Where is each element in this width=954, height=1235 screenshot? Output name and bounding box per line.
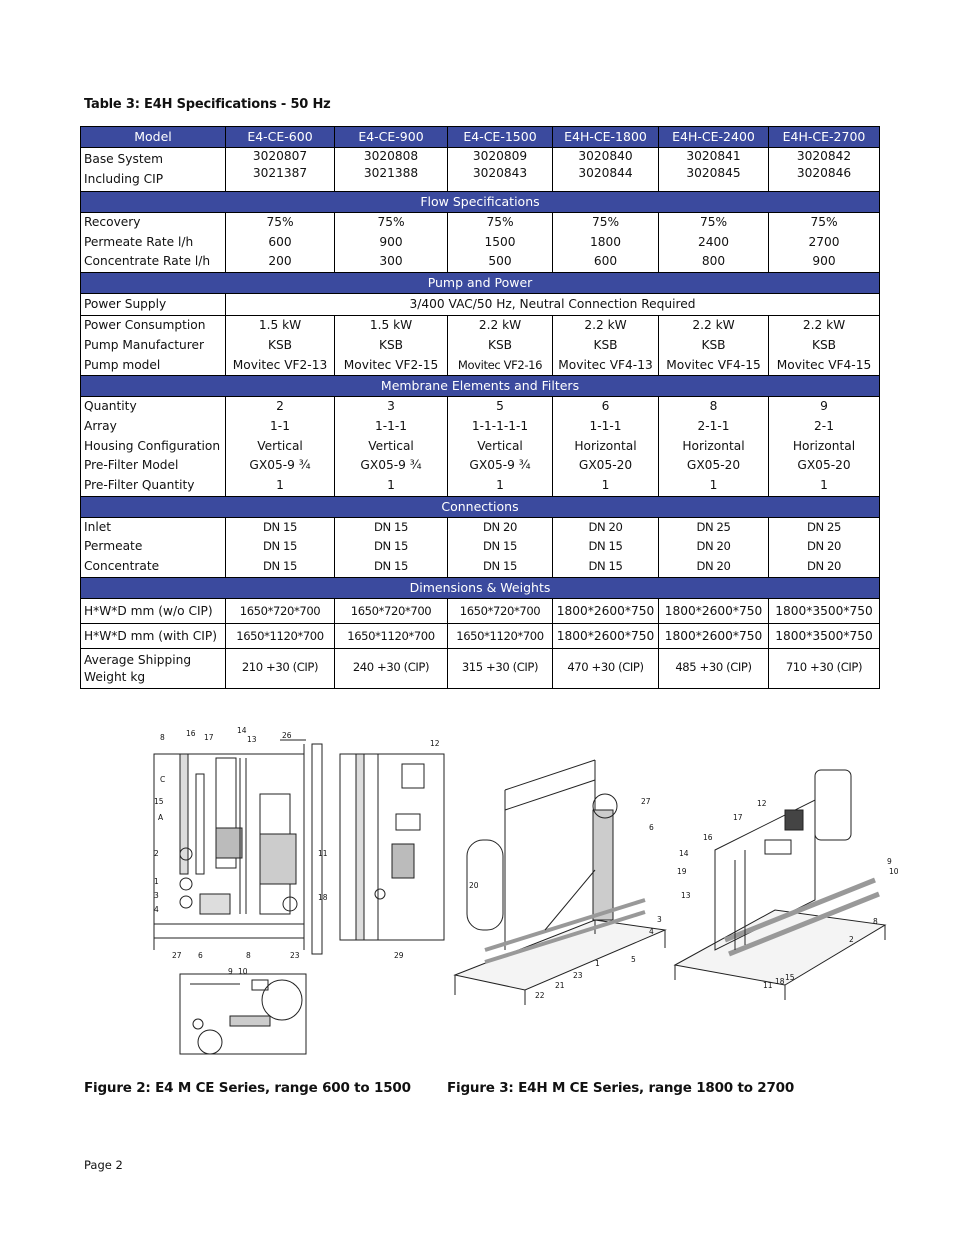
value: 75% [699,215,728,229]
value: 1500 [484,234,516,249]
callout: 15 [154,797,164,806]
label-line: Power Consumption [84,318,206,333]
figure-2-caption: Figure 2: E4 M CE Series, range 600 to 1500 [84,1080,411,1096]
membrane-cell [659,397,769,497]
value: 75% [266,215,294,229]
value: DN 25 [696,519,731,534]
base-cell [553,148,659,192]
weight-row [81,648,880,688]
connection-cell [553,517,659,577]
callout: 23 [573,971,583,980]
value: Movitec VF2-15 [343,357,439,372]
base-cell [769,148,880,192]
dim-cell: 1800*2600*750 [553,623,659,648]
membrane-cell [335,397,448,497]
value: 2700 [808,234,840,249]
callout: 20 [469,881,479,890]
value: KSB [701,337,726,352]
label-line: Pre-Filter Model [84,458,179,473]
value: KSB [378,337,404,352]
callout: 2 [154,849,159,858]
membrane-cell [226,397,335,497]
value: 1.5 kW [258,318,302,333]
label-line: Recovery [84,215,141,229]
power-supply-value: 3/400 VAC/50 Hz, Neutral Connection Required [226,294,880,316]
weight-cell: 240 +30 (CIP) [335,648,448,688]
callout: 16 [186,729,196,738]
membrane-cell [448,397,553,497]
pump-row [81,316,880,376]
model-col: E4-CE-900 [335,127,448,148]
label-line: Pump Manufacturer [84,337,204,352]
label-line: Pre-Filter Quantity [84,478,195,493]
value: 3020846 [796,166,852,180]
value: 3020843 [472,166,528,180]
row-label: Power Supply [81,294,226,316]
connection-cell [769,517,880,577]
row-label [81,397,226,497]
row-label [81,648,226,688]
value: GX05-20 [578,458,633,473]
label-line: Base System [84,152,163,166]
value: Vertical [477,438,523,453]
value: 3020844 [578,166,633,180]
callout: 29 [394,951,404,960]
figure-3-drawing [445,750,905,1010]
value: 3020809 [472,149,528,163]
flow-cell [553,213,659,273]
row-label [81,517,226,577]
value: Movitec VF4-15 [666,357,761,372]
value: 2.2 kW [802,318,846,333]
callout: 12 [757,799,767,808]
value: 2.2 kW [692,318,735,333]
value: 2-1 [814,418,834,433]
label-line: Pump model [84,357,161,372]
membrane-cell [769,397,880,497]
value: Horizontal [682,438,745,453]
value: DN 15 [482,539,518,554]
model-col: E4H-CE-1800 [553,127,659,148]
pump-cell [769,316,880,376]
row-label: H*W*D mm (with CIP) [81,623,226,648]
value: 2400 [697,234,730,249]
value: 5 [496,399,504,414]
value: 2 [276,399,284,414]
value: 900 [379,234,403,249]
value: 2-1-1 [697,418,730,433]
right-skid-frame [675,910,885,985]
value: 2.2 kW [478,318,522,333]
dim-cell: 1800*3500*750 [769,623,880,648]
connection-cell [335,517,448,577]
value: DN 20 [806,559,842,574]
callout: 1 [595,959,600,968]
value: 2.2 kW [584,318,627,333]
callout: 8 [873,917,878,926]
flow-cell [769,213,880,273]
weight-cell: 470 +30 (CIP) [553,648,659,688]
value: 1-1-1-1-1 [471,418,529,433]
value: DN 25 [806,519,842,534]
value: GX05-20 [686,458,741,473]
page-number: Page 2 [84,1158,123,1172]
base-row [81,148,880,192]
label-line: Concentrate Rate l/h [84,254,211,269]
callout: 14 [679,849,689,858]
dim-cell: 1650*720*700 [226,598,335,623]
base-cell [335,148,448,192]
callout: 13 [681,891,691,900]
connection-cell [659,517,769,577]
weight-cell: 210 +30 (CIP) [226,648,335,688]
figure-2-drawing [140,724,460,1064]
base-cell [659,148,769,192]
value: 900 [812,254,836,269]
weight-cell: 710 +30 (CIP) [769,648,880,688]
label-line: Housing Configuration [84,438,221,453]
model-col: E4-CE-600 [226,127,335,148]
label-line: Permeate Rate l/h [84,234,194,249]
value: 3 [387,399,395,414]
section-connections: Connections [81,496,880,517]
label-line: Inlet [84,519,111,534]
value: 200 [268,254,292,269]
callout: 16 [703,833,713,842]
dim-cell: 1800*2600*750 [659,623,769,648]
callout: 18 [318,893,328,902]
section-row [81,496,880,517]
value: GX05-9 ¾ [469,458,531,473]
model-header: Model [81,127,226,148]
spec-table [80,126,880,689]
callout: 3 [657,915,662,924]
membrane-cell [553,397,659,497]
callout: 27 [641,797,651,806]
value: 75% [591,215,620,229]
value: 3020841 [686,149,741,163]
callout: 14 [237,726,247,735]
value: 75% [486,215,514,229]
pump-cell [226,316,335,376]
value: 600 [593,254,618,269]
dim-cell: 1650*1120*700 [335,623,448,648]
value: Movitec VF2-16 [457,357,543,372]
flow-cell [226,213,335,273]
section-row [81,577,880,598]
value: 500 [488,254,512,269]
model-col: E4H-CE-2400 [659,127,769,148]
callout: 21 [555,981,565,990]
connections-row [81,517,880,577]
model-col: E4H-CE-2700 [769,127,880,148]
label-line: Average Shipping [84,652,192,667]
row-label [81,148,226,192]
value: 3021388 [363,166,419,180]
base-cell [226,148,335,192]
value: KSB [593,337,618,352]
value: 75% [377,215,405,229]
hwd-wo-row [81,598,880,623]
callout: 2 [849,935,854,944]
value: 3020842 [796,149,852,163]
value: 1 [820,478,828,493]
value: GX05-9 ¾ [249,458,311,473]
callout: 15 [785,973,795,982]
callout: A [158,813,164,822]
value: 3021387 [252,166,308,180]
callout: 6 [198,951,203,960]
callout: 8 [246,951,251,960]
value: DN 20 [696,539,731,554]
callout: 22 [535,991,545,1000]
callout: 4 [649,927,654,936]
callout: 10 [238,967,248,976]
dim-cell: 1800*3500*750 [769,598,880,623]
callout: 4 [154,905,159,914]
value: 1.5 kW [369,318,413,333]
value: Vertical [257,438,303,453]
value: GX05-9 ¾ [360,458,422,473]
flow-cell [659,213,769,273]
callout: 11 [318,849,328,858]
value: Vertical [368,438,414,453]
table-title: Table 3: E4H Specifications - 50 Hz [84,97,331,112]
callout: 11 [763,981,773,990]
callout: 9 [887,857,892,866]
section-dimensions: Dimensions & Weights [81,577,880,598]
hwd-with-row [81,623,880,648]
value: 9 [820,399,828,414]
value: DN 20 [588,519,623,534]
dim-cell: 1800*2600*750 [553,598,659,623]
weight-cell: 485 +30 (CIP) [659,648,769,688]
plan-view-frame [180,974,306,1054]
value: DN 15 [373,539,409,554]
value: 75% [810,215,838,229]
value: DN 15 [262,519,298,534]
value: DN 20 [806,539,842,554]
callout: 10 [889,867,899,876]
dim-cell: 1650*720*700 [448,598,553,623]
callout: 1 [154,877,159,886]
label-line: Weight kg [84,669,146,684]
section-pump: Pump and Power [81,273,880,294]
callout: 6 [649,823,654,832]
power-supply-row [81,294,880,316]
value: Movitec VF2-13 [232,357,328,372]
connection-cell [448,517,553,577]
value: DN 15 [373,559,409,574]
callout: 17 [733,813,743,822]
value: 1-1 [270,418,290,433]
callout: 17 [204,733,214,742]
value: 3020807 [252,149,308,163]
label-line: Concentrate [84,559,160,574]
callout: 18 [775,977,785,986]
callout: C [160,775,166,784]
membrane-row [81,397,880,497]
callout: 12 [430,739,440,748]
value: 1-1-1 [589,418,622,433]
value: 8 [709,399,718,414]
value: KSB [267,337,293,352]
callout: 26 [282,731,292,740]
value: DN 15 [588,559,623,574]
section-row [81,273,880,294]
callout: 13 [247,735,257,744]
row-label: H*W*D mm (w/o CIP) [81,598,226,623]
value: 3020840 [578,149,633,163]
callout: 3 [154,891,159,900]
flow-row [81,213,880,273]
value: DN 20 [482,519,518,534]
value: DN 15 [373,519,409,534]
value: 3020845 [686,166,741,180]
callout: 27 [172,951,182,960]
value: DN 15 [262,539,298,554]
dim-cell: 1650*1120*700 [226,623,335,648]
pump-cell [659,316,769,376]
value: Horizontal [574,438,637,453]
base-cell [448,148,553,192]
label-line: Quantity [84,399,137,414]
value: Movitec VF4-13 [558,357,653,372]
callout: 23 [290,951,300,960]
label-line: Array [84,418,117,433]
callout: 9 [228,967,233,976]
section-flow: Flow Specifications [81,192,880,213]
figure-3-caption: Figure 3: E4H M CE Series, range 1800 to 2700 [447,1080,795,1096]
value: DN 15 [262,559,298,574]
value: 1-1-1 [374,418,408,433]
value: 600 [268,234,292,249]
dim-cell: 1800*2600*750 [659,598,769,623]
value: 300 [379,254,403,269]
value: 1 [709,478,718,493]
row-label [81,316,226,376]
pump-cell [448,316,553,376]
pump-cell [335,316,448,376]
value: DN 15 [482,559,518,574]
value: GX05-20 [797,458,851,473]
header-row [81,127,880,148]
flow-cell [335,213,448,273]
dim-cell: 1650*1120*700 [448,623,553,648]
label-line: Including CIP [84,171,164,186]
weight-cell: 315 +30 (CIP) [448,648,553,688]
flow-cell [448,213,553,273]
value: 1800 [589,234,622,249]
dim-cell: 1650*720*700 [335,598,448,623]
value: DN 15 [588,539,623,554]
value: Horizontal [792,438,856,453]
section-row [81,376,880,397]
connection-cell [226,517,335,577]
value: Movitec VF4-15 [776,357,872,372]
value: 1 [601,478,610,493]
value: 1 [276,478,284,493]
value: 3020808 [363,149,419,163]
value: KSB [811,337,837,352]
model-col: E4-CE-1500 [448,127,553,148]
section-row [81,192,880,213]
value: 6 [601,399,610,414]
section-membrane: Membrane Elements and Filters [81,376,880,397]
callout: 19 [677,867,687,876]
value: 1 [387,478,395,493]
callout: 5 [631,955,636,964]
value: 1 [496,478,504,493]
value: 800 [701,254,726,269]
label-line: Permeate [84,539,143,554]
value: DN 20 [696,559,731,574]
row-label [81,213,226,273]
callout: 8 [160,733,165,742]
pump-cell [553,316,659,376]
value: KSB [487,337,513,352]
